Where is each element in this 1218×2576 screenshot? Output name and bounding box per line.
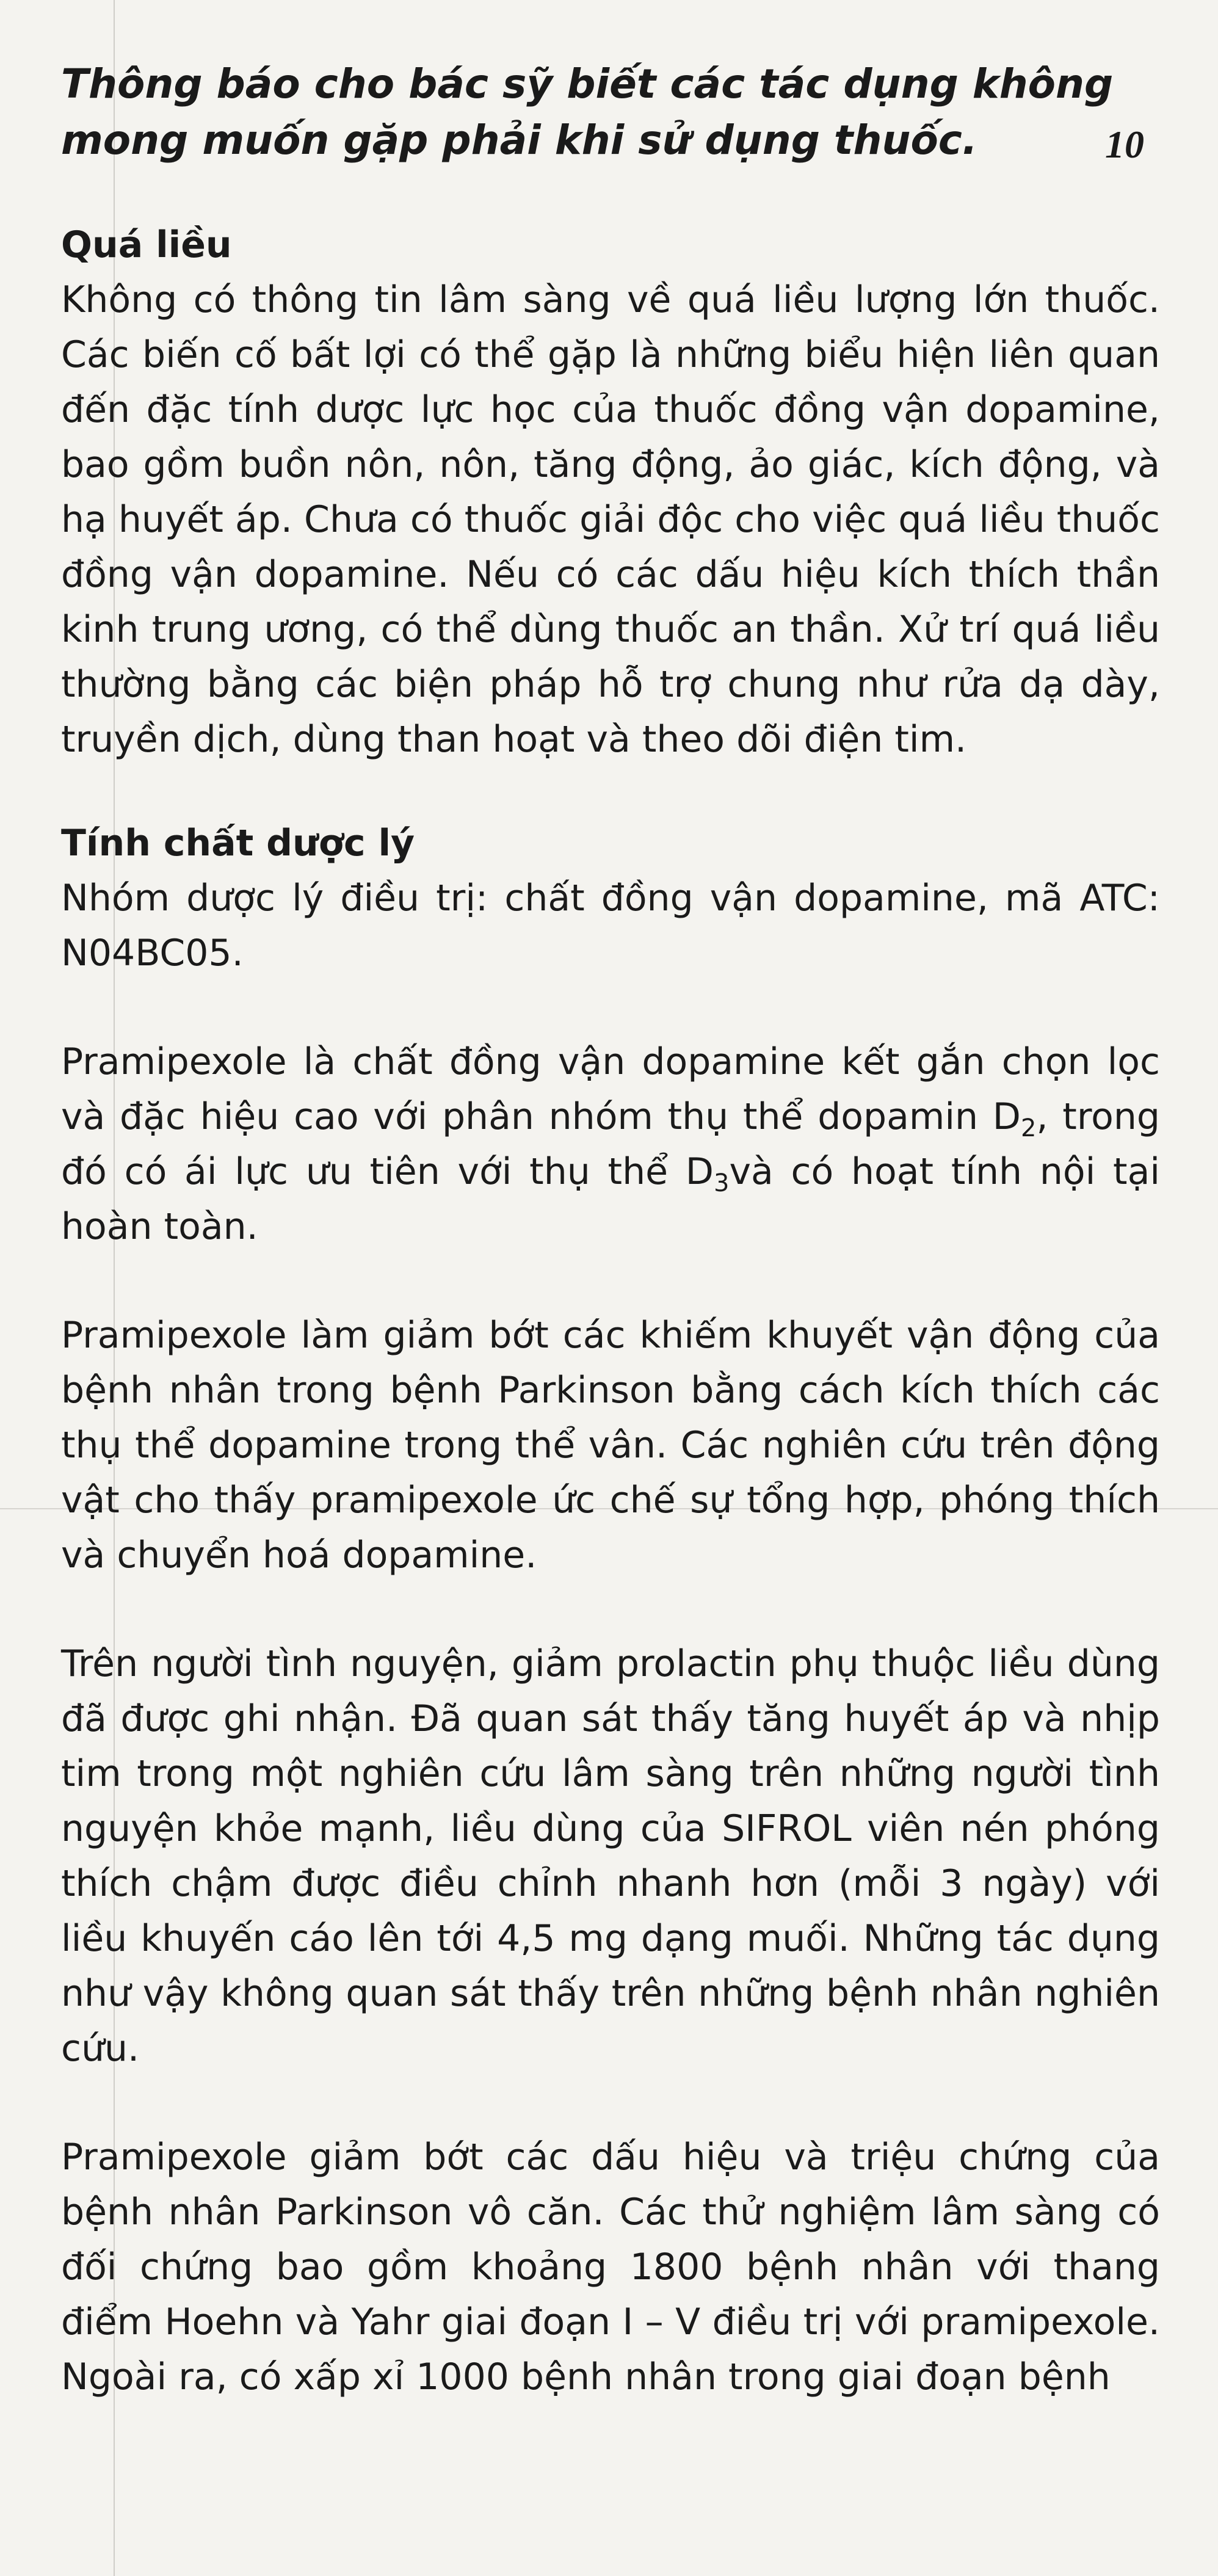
pharmacology-paragraph-2: Pramipexole làm giảm bớt các khiếm khuyết vận động của bệnh nhân trong bệnh Parkinson bằng cách kích thích các thụ thể dopamine trong thể vân. Các nghiên cứu trên động vật cho thấy pramipexole ức chế sự tổng hợp, phóng thích và chuyển hoá dopamine. bbox=[61, 1314, 1160, 1576]
document-content bbox=[61, 56, 1160, 2404]
pharmacology-group-line: Nhóm dược lý điều trị: chất đồng vận dopamine, mã ATC: N04BC05. bbox=[61, 877, 1160, 974]
overdose-text: Không có thông tin lâm sàng về quá liều lượng lớn thuốc. Các biến cố bất lợi có thể gặp là những biểu hiện liên quan đến đặc tính dược lực học của thuốc đồng vận dopamine, bao gồm buồn nôn, nôn, tăng động, ảo giác, kích động, và hạ huyết áp. Chưa có thuốc giải độc cho việc quá liều thuốc đồng vận dopamine. Nếu có các dấu hiệu kích thích thần kinh trung ương, có thể dùng thuốc an thần. Xử trí quá liều thường bằng các biện pháp hỗ trợ chung như rửa dạ dày, truyền dịch, dùng than hoạt và theo dõi điện tim. bbox=[61, 278, 1160, 761]
p1-subscript-2: 2 bbox=[1021, 1114, 1037, 1142]
overdose-heading: Quá liều bbox=[61, 223, 232, 266]
page-number-mark: 10 bbox=[1105, 123, 1144, 166]
p1-text-c: và có hoạt tính nội tại hoàn toàn. bbox=[61, 1150, 1161, 1248]
p1-subscript-3: 3 bbox=[714, 1169, 730, 1197]
pharmacology-paragraph-1 bbox=[61, 1034, 1160, 1254]
pharmacology-paragraph-3: Trên người tình nguyện, giảm prolactin phụ thuộc liều dùng đã được ghi nhận. Đã quan sát thấy tăng huyết áp và nhịp tim trong một nghiên cứu lâm sàng trên những người tình nguyện khỏe mạnh, liều dùng của SIFROL viên nén phóng thích chậm được điều chỉnh nhanh hơn (mỗi 3 ngày) với liều khuyến cáo lên tới 4,5 mg dạng muối. Những tác dụng như vậy không quan sát thấy trên những bệnh nhân nghiên cứu. bbox=[61, 1642, 1160, 2070]
p1-text-b: , trong đó có ái lực ưu tiên với thụ thể D bbox=[61, 1095, 1160, 1193]
intro-notice: Thông báo cho bác sỹ biết các tác dụng không mong muốn gặp phải khi sử dụng thuốc. bbox=[61, 60, 1114, 164]
p1-text-a: Pramipexole là chất đồng vận dopamine kết gắn chọn lọc và đặc hiệu cao với phân nhóm thụ thể dopamin D bbox=[61, 1040, 1160, 1138]
pharmacology-paragraph-4: Pramipexole giảm bớt các dấu hiệu và triệu chứng của bệnh nhân Parkinson vô căn. Các thử nghiệm lâm sàng có đối chứng bao gồm khoảng 1800 bệnh nhân với thang điểm Hoehn và Yahr giai đoạn I – V điều trị với pramipexole. Ngoài ra, có xấp xỉ 1000 bệnh nhân trong giai đoạn bệnh bbox=[61, 2136, 1160, 2398]
pharmacology-heading: Tính chất dược lý bbox=[61, 822, 415, 865]
